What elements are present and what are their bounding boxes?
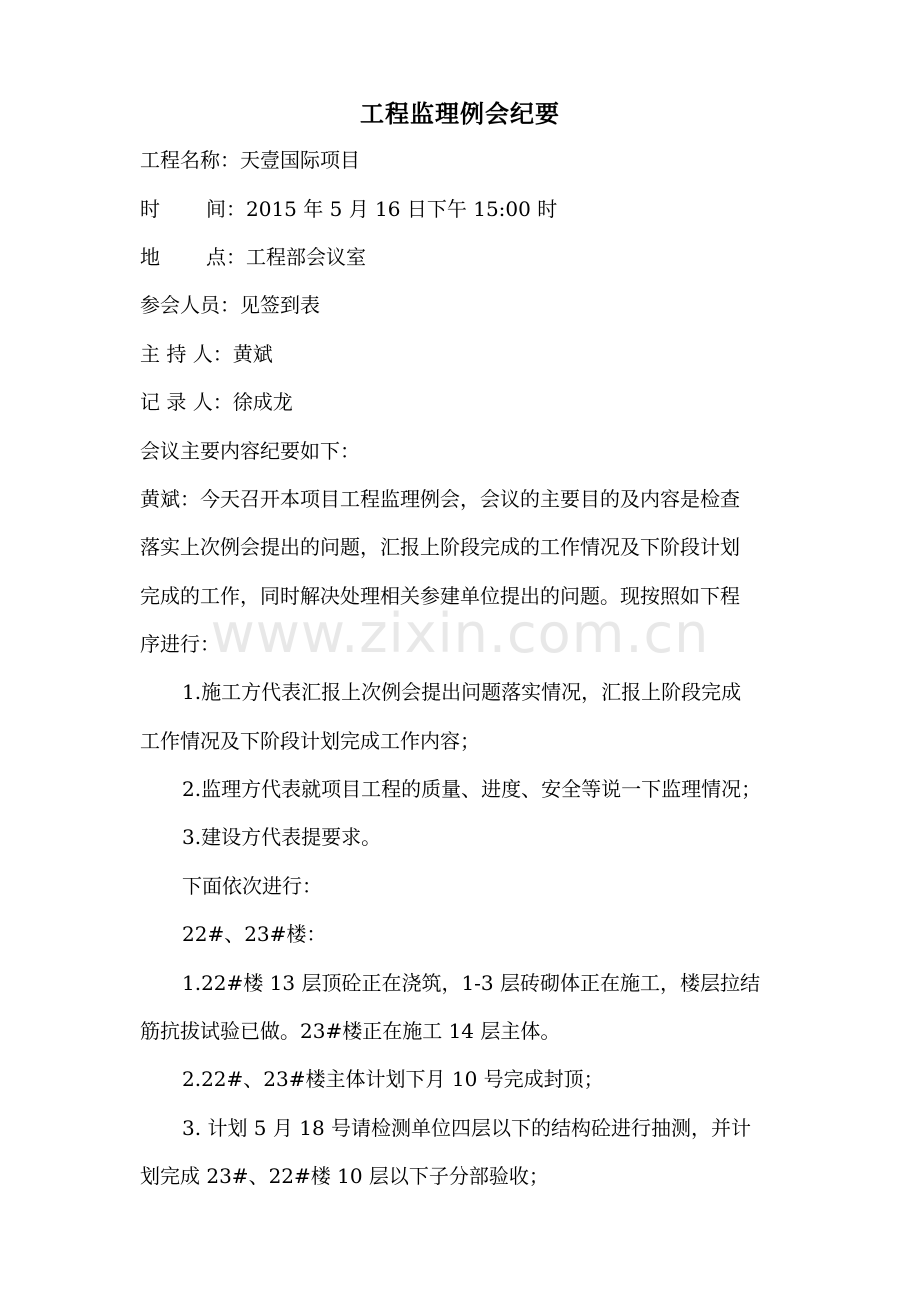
speech-line: 完成的工作，同时解决处理相关参建单位提出的问题。现按照如下程 (140, 584, 740, 608)
building-item: 1.22#楼 13 层顶砼正在浇筑，1-3 层砖砌体正在施工，楼层拉结 (182, 971, 761, 995)
speech-line: 序进行： (140, 632, 220, 656)
building-item-continued: 筋抗拔试验已做。23#楼正在施工 14 层主体。 (140, 1019, 561, 1043)
place-value: 工程部会议室 (246, 245, 366, 269)
building-item: 3. 计划 5 月 18 号请检测单位四层以下的结构砼进行抽测，并计 (182, 1116, 752, 1140)
procedure-item: 2.监理方代表就项目工程的质量、进度、安全等说一下监理情况； (182, 777, 762, 801)
place-row (140, 242, 800, 272)
time-label-second: 间： (206, 197, 246, 221)
attendees-label: 参会人员： (140, 293, 240, 317)
speech-line: 落实上次例会提出的问题，汇报上阶段完成的工作情况及下阶段计划 (140, 535, 740, 559)
project-name-row (140, 145, 800, 175)
time-label-first: 时 (140, 197, 160, 221)
attendees-value: 见签到表 (240, 293, 320, 317)
time-row (140, 194, 800, 224)
procedure-item: 1.施工方代表汇报上次例会提出问题落实情况，汇报上阶段完成 (182, 680, 742, 704)
sequence-intro: 下面依次进行： (182, 874, 322, 898)
attendees-row (140, 290, 800, 320)
host-label: 主 持 人： (140, 342, 233, 366)
speech-line: 黄斌：今天召开本项目工程监理例会，会议的主要目的及内容是检查 (140, 487, 740, 511)
procedure-item-continued: 工作情况及下阶段计划完成工作内容； (140, 729, 480, 753)
place-label-second: 点： (206, 245, 246, 269)
procedure-item: 3.建设方代表提要求。 (182, 825, 382, 849)
project-name-label: 工程名称： (140, 148, 240, 172)
recorder-label: 记 录 人： (140, 390, 233, 414)
time-value: 2015 年 5 月 16 日下午 15:00 时 (246, 197, 558, 221)
host-value: 黄斌 (232, 342, 273, 366)
project-name-value: 天壹国际项目 (240, 148, 360, 172)
place-label-first: 地 (140, 245, 160, 269)
host-row (140, 339, 800, 369)
watermark: www.zixin.com.cn (210, 602, 710, 665)
recorder-row (140, 387, 800, 417)
content-intro: 会议主要内容纪要如下： (140, 439, 360, 463)
recorder-value: 徐成龙 (232, 390, 293, 414)
building-item-continued: 划完成 23#、22#楼 10 层以下子分部验收； (140, 1164, 549, 1188)
document-title: 工程监理例会纪要 (360, 99, 560, 128)
building-item: 2.22#、23#楼主体计划下月 10 号完成封顶； (182, 1067, 604, 1091)
building-heading: 22#、23#楼： (182, 922, 327, 946)
